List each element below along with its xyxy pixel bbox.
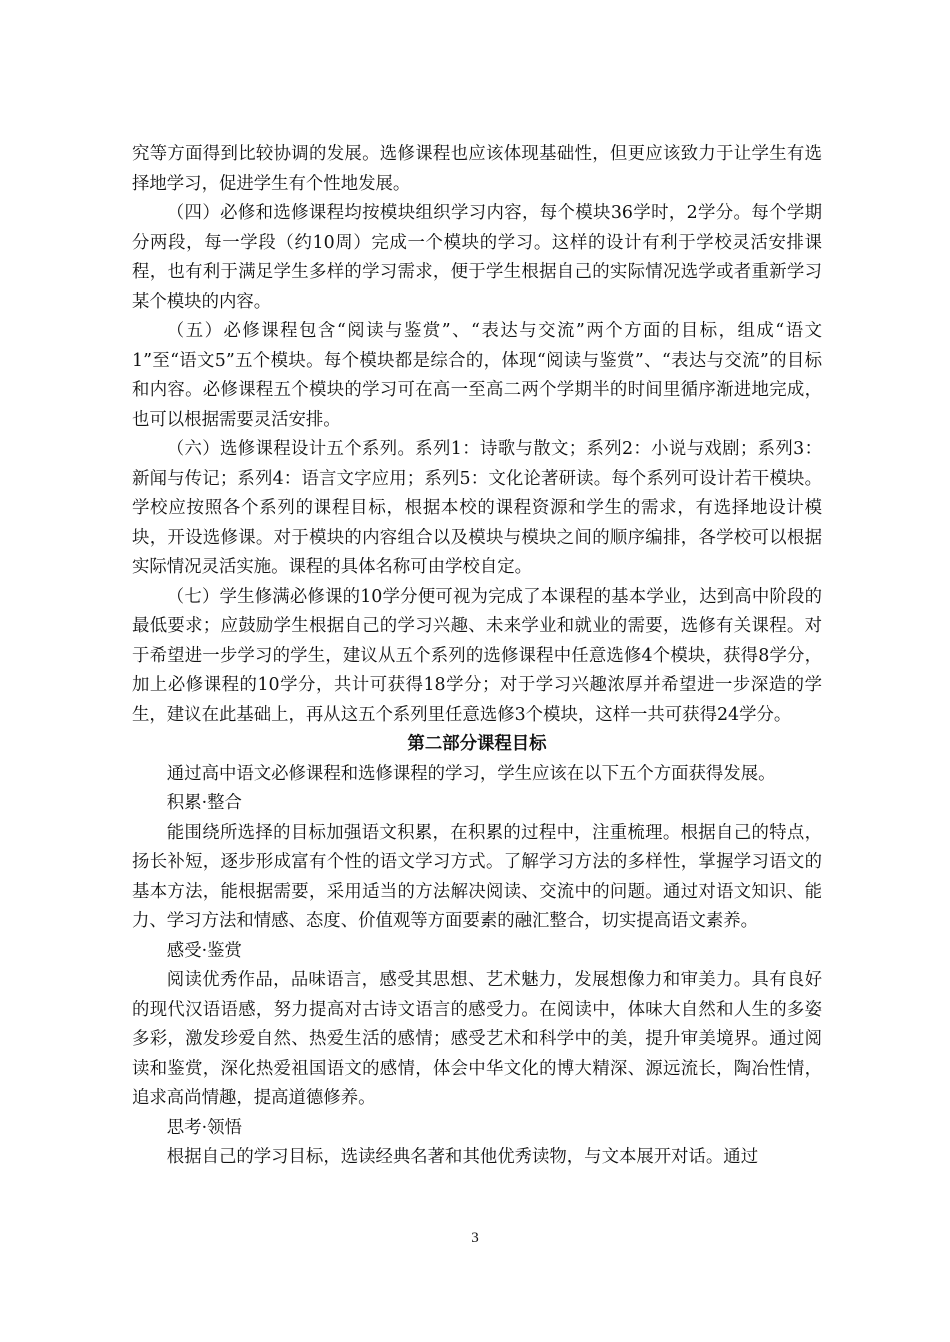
subsection-title-reflect: 思考·领悟 (166, 1117, 242, 1138)
subsection-body-appreciate: 阅读优秀作品，品味语言，感受其思想、艺术魅力，发展想像力和审美力。具有良好的现代汉语语感，努力提高对古诗文语言的感受力。在阅读中，体味大自然和人生的多姿多彩，激发珍爱自然、热爱生活的感情；感受艺术和科学中的美，提升审美境界。通过阅读和鉴赏，深化热爱祖国语文的感情，体会中华文化的博大精深、源远流长，陶冶性情，追求高尚情趣，提高道德修养。 (132, 970, 822, 1108)
page-number: 3 (471, 1230, 479, 1246)
paragraph-item-7: （七）学生修满必修课的10学分便可视为完成了本课程的基本学业，达到高中阶段的最低要求；应鼓励学生根据自己的学习兴趣、未来学业和就业的需要，选修有关课程。对于希望进一步学习的学生，建议从五个系列的选修课程中任意选修4个模块，获得8学分，加上必修课程的10学分，共计可获得18学分；对于学习兴趣浓厚并希望进一步深造的学生，建议在此基础上，再从这五个系列里任意选修3个模块，这样一共可获得24学分。 (132, 586, 822, 725)
paragraph-item-5: （五）必修课程包含“阅读与鉴赏”、“表达与交流”两个方面的目标，组成“语文1”至“语文5”五个模块。每个模块都是综合的，体现“阅读与鉴赏”、“表达与交流”的目标和内容。必修课程五个模块的学习可在高一至高二两个学期半的时间里循序渐进地完成，也可以根据需要灵活安排。 (132, 321, 822, 430)
section-title: 第二部分课程目标 (407, 734, 547, 754)
subsection-body-reflect: 根据自己的学习目标，选读经典名著和其他优秀读物，与文本展开对话。通过 (166, 1147, 759, 1167)
paragraph-continued: 究等方面得到比较协调的发展。选修课程也应该体现基础性，但更应该致力于让学生有选择地学习，促进学生有个性地发展。 (132, 144, 822, 194)
subsection-body-accumulate: 能围绕所选择的目标加强语文积累，在积累的过程中，注重梳理。根据自己的特点，扬长补短，逐步形成富有个性的语文学习方式。了解学习方法的多样性，掌握学习语文的基本方法，能根据需要，采用适当的方法解决阅读、交流中的问题。通过对语文知识、能力、学习方法和情感、态度、价值观等方面要素的融汇整合，切实提高语文素养。 (132, 822, 822, 931)
paragraph-item-4: （四）必修和选修课程均按模块组织学习内容，每个模块36学时，2学分。每个学期分两段，每一学段（约10周）完成一个模块的学习。这样的设计有利于学校灵活安排课程，也有利于满足学生多样的学习需求，便于学生根据自己的实际情况选学或者重新学习某个模块的内容。 (132, 203, 822, 312)
subsection-title-appreciate: 感受·鉴赏 (166, 940, 242, 961)
document-page (132, 140, 822, 1173)
subsection-title-accumulate: 积累·整合 (166, 793, 242, 813)
section-intro: 通过高中语文必修课程和选修课程的学习，学生应该在以下五个方面获得发展。 (166, 763, 776, 784)
paragraph-item-6: （六）选修课程设计五个系列。系列1：诗歌与散文；系列2：小说与戏剧；系列3：新闻与传记；系列4：语言文字应用；系列5：文化论著研读。每个系列可设计若干模块。学校应按照各个系列的课程目标，根据本校的课程资源和学生的需求，有选择地设计模块，开设选修课。对于模块的内容组合以及模块与模块之间的顺序编排，各学校可以根据实际情况灵活实施。课程的具体名称可由学校自定。 (132, 439, 822, 577)
